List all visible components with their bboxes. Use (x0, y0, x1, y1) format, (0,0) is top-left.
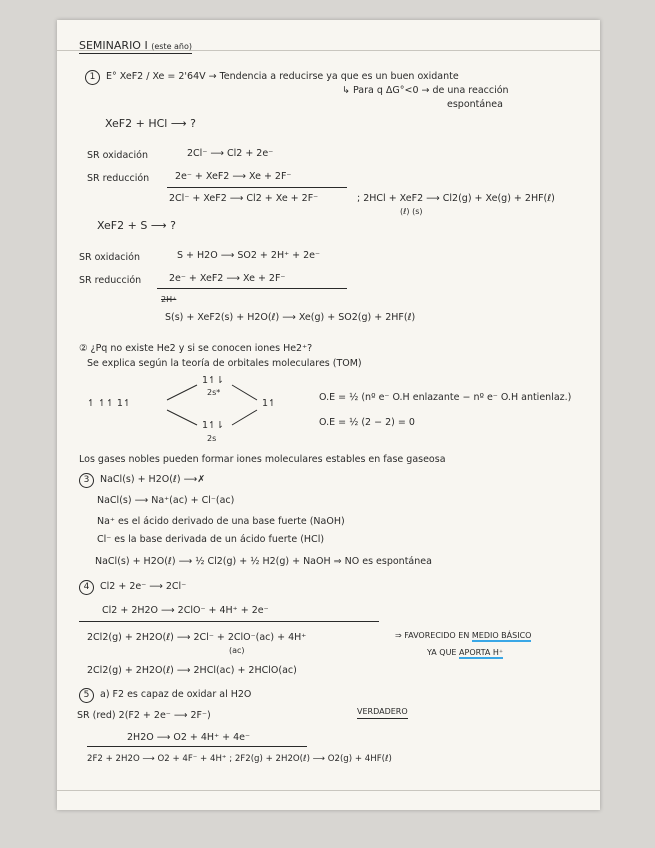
q1-line-1: 1 E° XeF2 / Xe = 2'64V → Tendencia a reducirse ya que es un buen oxidante (85, 70, 459, 85)
q1-ox2-eq: S + H2O ⟶ SO2 + 2H⁺ + 2e⁻ (177, 250, 321, 261)
q1-sum2: S(s) + XeF2(s) + H2O(ℓ) ⟶ Xe(g) + SO2(g) + 2HF(ℓ) (165, 312, 416, 323)
q3-line-1: 3 NaCl(s) + H2O(ℓ) ⟶✗ (79, 473, 205, 488)
q1-red-eq: 2e⁻ + XeF2 ⟶ Xe + 2F⁻ (175, 171, 292, 182)
q2-oe-formula: O.E = ½ (nº e⁻ O.H enlazante − nº e⁻ O.H antienlaz.) (319, 392, 572, 403)
q1-line-3: espontánea (447, 99, 503, 110)
q3-line-2: NaCl(s) ⟶ Na⁺(ac) + Cl⁻(ac) (97, 495, 235, 506)
q4-line-3-sub: (ac) (229, 646, 245, 655)
q1-ox2-label: SR oxidación (79, 252, 140, 263)
q4-line-3: 2Cl2(g) + 2H2O(ℓ) ⟶ 2Cl⁻ + 2ClO⁻(ac) + 4H⁺ (87, 632, 307, 643)
q4-line-1: 4 Cl2 + 2e⁻ ⟶ 2Cl⁻ (79, 580, 186, 595)
q1-final: ; 2HCl + XeF2 ⟶ Cl2(g) + Xe(g) + 2HF(ℓ) (357, 193, 555, 204)
q3-line-4: Cl⁻ es la base derivada de un ácido fuerte (HCl) (97, 534, 325, 545)
q3-number: 3 (79, 473, 94, 488)
q2-conclusion: Los gases nobles pueden formar iones moleculares estables en fase gaseosa (79, 454, 446, 465)
q1-red2-eq: 2e⁻ + XeF2 ⟶ Xe + 2F⁻ (169, 273, 286, 284)
q3-line-3: Na⁺ es el ácido derivado de una base fuerte (NaOH) (97, 516, 345, 527)
q5-number: 5 (79, 688, 94, 703)
q1-ox-label: SR oxidación (87, 150, 148, 161)
mo-link (167, 410, 197, 425)
q4-number: 4 (79, 580, 94, 595)
q5-line-4: 2F2 + 2H2O ⟶ O2 + 4F⁻ + 4H⁺ ; 2F2(g) + 2H2O(ℓ) ⟶ O2(g) + 4HF(ℓ) (87, 754, 392, 764)
q1-red-label: SR reducción (87, 173, 150, 184)
mo-link (167, 385, 197, 400)
mo-left-orbitals: ↿ ↿↿ 1↿ (87, 398, 131, 409)
q1-sum: 2Cl⁻ + XeF2 ⟶ Cl2 + Xe + 2F⁻ (169, 193, 319, 204)
q5-line-3: 2H2O ⟶ O2 + 4H⁺ + 4e⁻ (127, 732, 250, 743)
q1-number: 1 (85, 70, 100, 85)
q5-verdadero: VERDADERO (357, 706, 408, 719)
mo-link (232, 410, 257, 425)
q4-line-4: 2Cl2(g) + 2H2O(ℓ) ⟶ 2HCl(ac) + 2HClO(ac) (87, 665, 297, 676)
q5-line-2: SR (red) 2(F2 + 2e⁻ ⟶ 2F⁻) (77, 710, 211, 721)
q2-oe-result: O.E = ½ (2 − 2) = 0 (319, 417, 415, 428)
q1-reaction-1: XeF2 + HCl ⟶ ? (105, 117, 196, 130)
q1-ox-eq: 2Cl⁻ ⟶ Cl2 + 2e⁻ (187, 148, 274, 159)
q4-note-2-highlight: APORTA H⁺ (459, 648, 504, 657)
q4-note-1-highlight: MEDIO BÁSICO (471, 631, 532, 640)
q2-question: ② ¿Pq no existe He2 y si se conocen iones He2⁺? (79, 343, 313, 354)
notebook-page (57, 20, 600, 810)
mo-bot-label: 2s (207, 434, 217, 443)
mo-top-label: 2s* (207, 388, 221, 397)
title-text: SEMINARIO I (79, 39, 148, 52)
q1-final-sub: (ℓ) (s) (400, 207, 423, 216)
q4-note-1: ⇒ FAVORECIDO EN MEDIO BÁSICO (395, 631, 532, 640)
title-sub: (este año) (151, 42, 193, 51)
sum-line (79, 621, 379, 622)
mo-right-orbital: 1↿ (262, 398, 277, 409)
q4-note-2: YA QUE APORTA H⁺ (427, 648, 504, 657)
q4-line-2: Cl2 + 2H2O ⟶ 2ClO⁻ + 4H⁺ + 2e⁻ (102, 605, 269, 616)
sum-line (87, 746, 307, 747)
q1-line-2: ↳ Para q ΔG°<0 → de una reacción (342, 85, 509, 96)
q5-line-1: 5 a) F2 es capaz de oxidar al H2O (79, 688, 251, 703)
q1-red2-label: SR reducción (79, 275, 142, 286)
q3-line-5: NaCl(s) + H2O(ℓ) ⟶ ½ Cl2(g) + ½ H2(g) + NaOH ⇒ NO es espontánea (95, 556, 432, 567)
q1-reaction-2: XeF2 + S ⟶ ? (97, 219, 176, 232)
mo-bot-orbital: 1↿⇂ (202, 420, 224, 431)
q1-cross: 2H⁺ (161, 295, 177, 304)
q2-line-2: Se explica según la teoría de orbitales moleculares (TOM) (87, 358, 362, 369)
mo-link (232, 385, 257, 400)
mo-top-orbital: 1↿⇂ (202, 375, 224, 386)
